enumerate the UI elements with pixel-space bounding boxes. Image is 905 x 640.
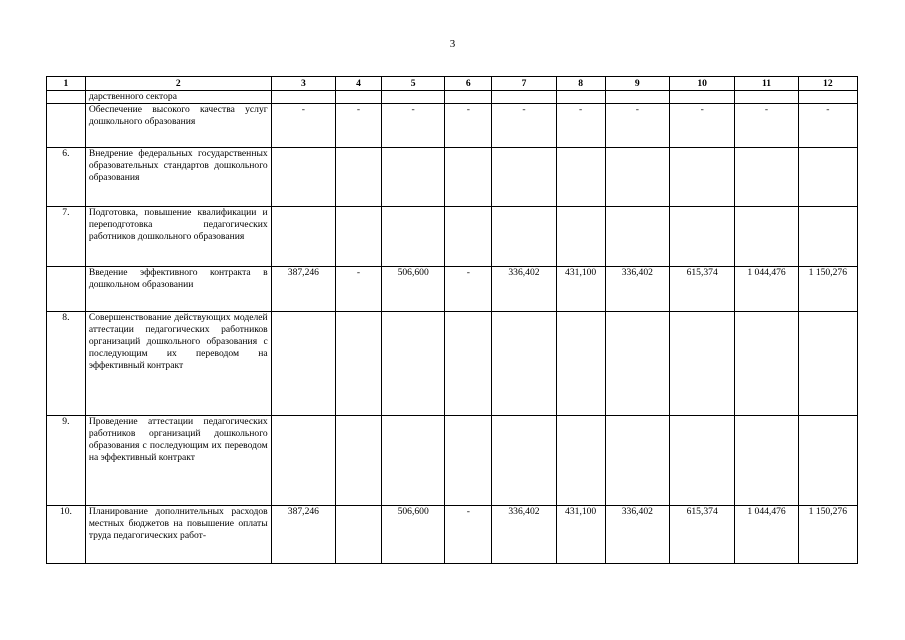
value-cell (382, 91, 445, 104)
value-cell: 336,402 (492, 506, 556, 564)
value-cell (445, 91, 492, 104)
value-cell (492, 416, 556, 506)
value-cell (670, 148, 735, 207)
value-cell (556, 207, 605, 267)
value-cell (271, 416, 335, 506)
table-row (47, 207, 858, 267)
value-cell: 615,374 (670, 267, 735, 312)
value-cell (271, 91, 335, 104)
value-cell (492, 207, 556, 267)
row-name: Подготовка, повышение квалификации и переподготовка педагогических работников дошкольного образования (85, 207, 271, 267)
row-name: дарственного сектора (85, 91, 271, 104)
value-cell: 1 150,276 (798, 267, 857, 312)
value-cell (605, 148, 669, 207)
value-cell: 431,100 (556, 506, 605, 564)
value-cell (735, 91, 798, 104)
table-row (47, 148, 858, 207)
column-header: 1 (47, 77, 86, 91)
row-number: 7. (47, 207, 86, 267)
value-cell (271, 207, 335, 267)
value-cell: 506,600 (382, 267, 445, 312)
value-cell (735, 416, 798, 506)
column-header: 4 (336, 77, 382, 91)
value-cell (798, 91, 857, 104)
value-cell (735, 148, 798, 207)
value-cell: 336,402 (605, 506, 669, 564)
value-cell (605, 312, 669, 416)
value-cell: - (556, 104, 605, 148)
row-number (47, 267, 86, 312)
column-header: 8 (556, 77, 605, 91)
value-cell (492, 91, 556, 104)
row-number: 9. (47, 416, 86, 506)
value-cell (605, 416, 669, 506)
value-cell (382, 312, 445, 416)
value-cell: - (798, 104, 857, 148)
value-cell (605, 91, 669, 104)
value-cell: - (271, 104, 335, 148)
value-cell: - (445, 267, 492, 312)
value-cell (798, 148, 857, 207)
value-cell (382, 416, 445, 506)
table-row (47, 104, 858, 148)
column-header: 7 (492, 77, 556, 91)
value-cell: 336,402 (605, 267, 669, 312)
value-cell: 615,374 (670, 506, 735, 564)
value-cell (382, 207, 445, 267)
value-cell (798, 207, 857, 267)
column-header: 2 (85, 77, 271, 91)
row-number: 8. (47, 312, 86, 416)
value-cell (670, 207, 735, 267)
row-number: 6. (47, 148, 86, 207)
value-cell: - (336, 104, 382, 148)
row-name: Проведение аттестации педагогических работников организаций дошкольного образования с последующим их переводом на эффективный контракт (85, 416, 271, 506)
value-cell (336, 416, 382, 506)
value-cell (445, 416, 492, 506)
value-cell (556, 416, 605, 506)
value-cell (556, 91, 605, 104)
row-number (47, 104, 86, 148)
value-cell (798, 416, 857, 506)
value-cell: - (670, 104, 735, 148)
value-cell (336, 207, 382, 267)
table-row (47, 506, 858, 564)
value-cell (445, 207, 492, 267)
value-cell (492, 148, 556, 207)
budget-table (46, 76, 858, 564)
value-cell: - (605, 104, 669, 148)
column-header: 12 (798, 77, 857, 91)
row-name: Планирование дополнительных расходов местных бюджетов на повышение оплаты труда педагогических работ- (85, 506, 271, 564)
value-cell: - (382, 104, 445, 148)
value-cell: 387,246 (271, 506, 335, 564)
row-name: Внедрение федеральных государственных образовательных стандартов дошкольного образования (85, 148, 271, 207)
value-cell: 1 044,476 (735, 506, 798, 564)
value-cell: 431,100 (556, 267, 605, 312)
value-cell: - (445, 104, 492, 148)
column-header: 3 (271, 77, 335, 91)
row-name: Введение эффективного контракта в дошкольном образовании (85, 267, 271, 312)
value-cell (735, 207, 798, 267)
value-cell: - (336, 267, 382, 312)
page-number: 3 (449, 38, 456, 50)
column-header: 9 (605, 77, 669, 91)
header-row (47, 77, 858, 91)
row-name: Обеспечение высокого качества услуг дошкольного образования (85, 104, 271, 148)
value-cell (670, 312, 735, 416)
row-number (47, 91, 86, 104)
value-cell (670, 91, 735, 104)
value-cell (492, 312, 556, 416)
value-cell (445, 148, 492, 207)
column-header: 6 (445, 77, 492, 91)
value-cell (336, 148, 382, 207)
column-header: 11 (735, 77, 798, 91)
value-cell (670, 416, 735, 506)
value-cell (445, 312, 492, 416)
value-cell (382, 148, 445, 207)
value-cell (735, 312, 798, 416)
row-name: Совершенствование действующих моделей аттестации педагогических работников организаций дошкольного образования с последующим их переводом на эффективный контракт (85, 312, 271, 416)
table-row (47, 91, 858, 104)
value-cell: - (445, 506, 492, 564)
value-cell: - (735, 104, 798, 148)
value-cell (556, 312, 605, 416)
value-cell (336, 506, 382, 564)
value-cell: - (492, 104, 556, 148)
value-cell: 387,246 (271, 267, 335, 312)
table-row (47, 312, 858, 416)
value-cell (556, 148, 605, 207)
table-row (47, 267, 858, 312)
value-cell (798, 312, 857, 416)
value-cell (336, 312, 382, 416)
value-cell: 506,600 (382, 506, 445, 564)
column-header: 5 (382, 77, 445, 91)
value-cell (336, 91, 382, 104)
value-cell: 1 150,276 (798, 506, 857, 564)
table-row (47, 416, 858, 506)
value-cell (271, 148, 335, 207)
value-cell (271, 312, 335, 416)
value-cell (605, 207, 669, 267)
row-number: 10. (47, 506, 86, 564)
value-cell: 1 044,476 (735, 267, 798, 312)
column-header: 10 (670, 77, 735, 91)
value-cell: 336,402 (492, 267, 556, 312)
